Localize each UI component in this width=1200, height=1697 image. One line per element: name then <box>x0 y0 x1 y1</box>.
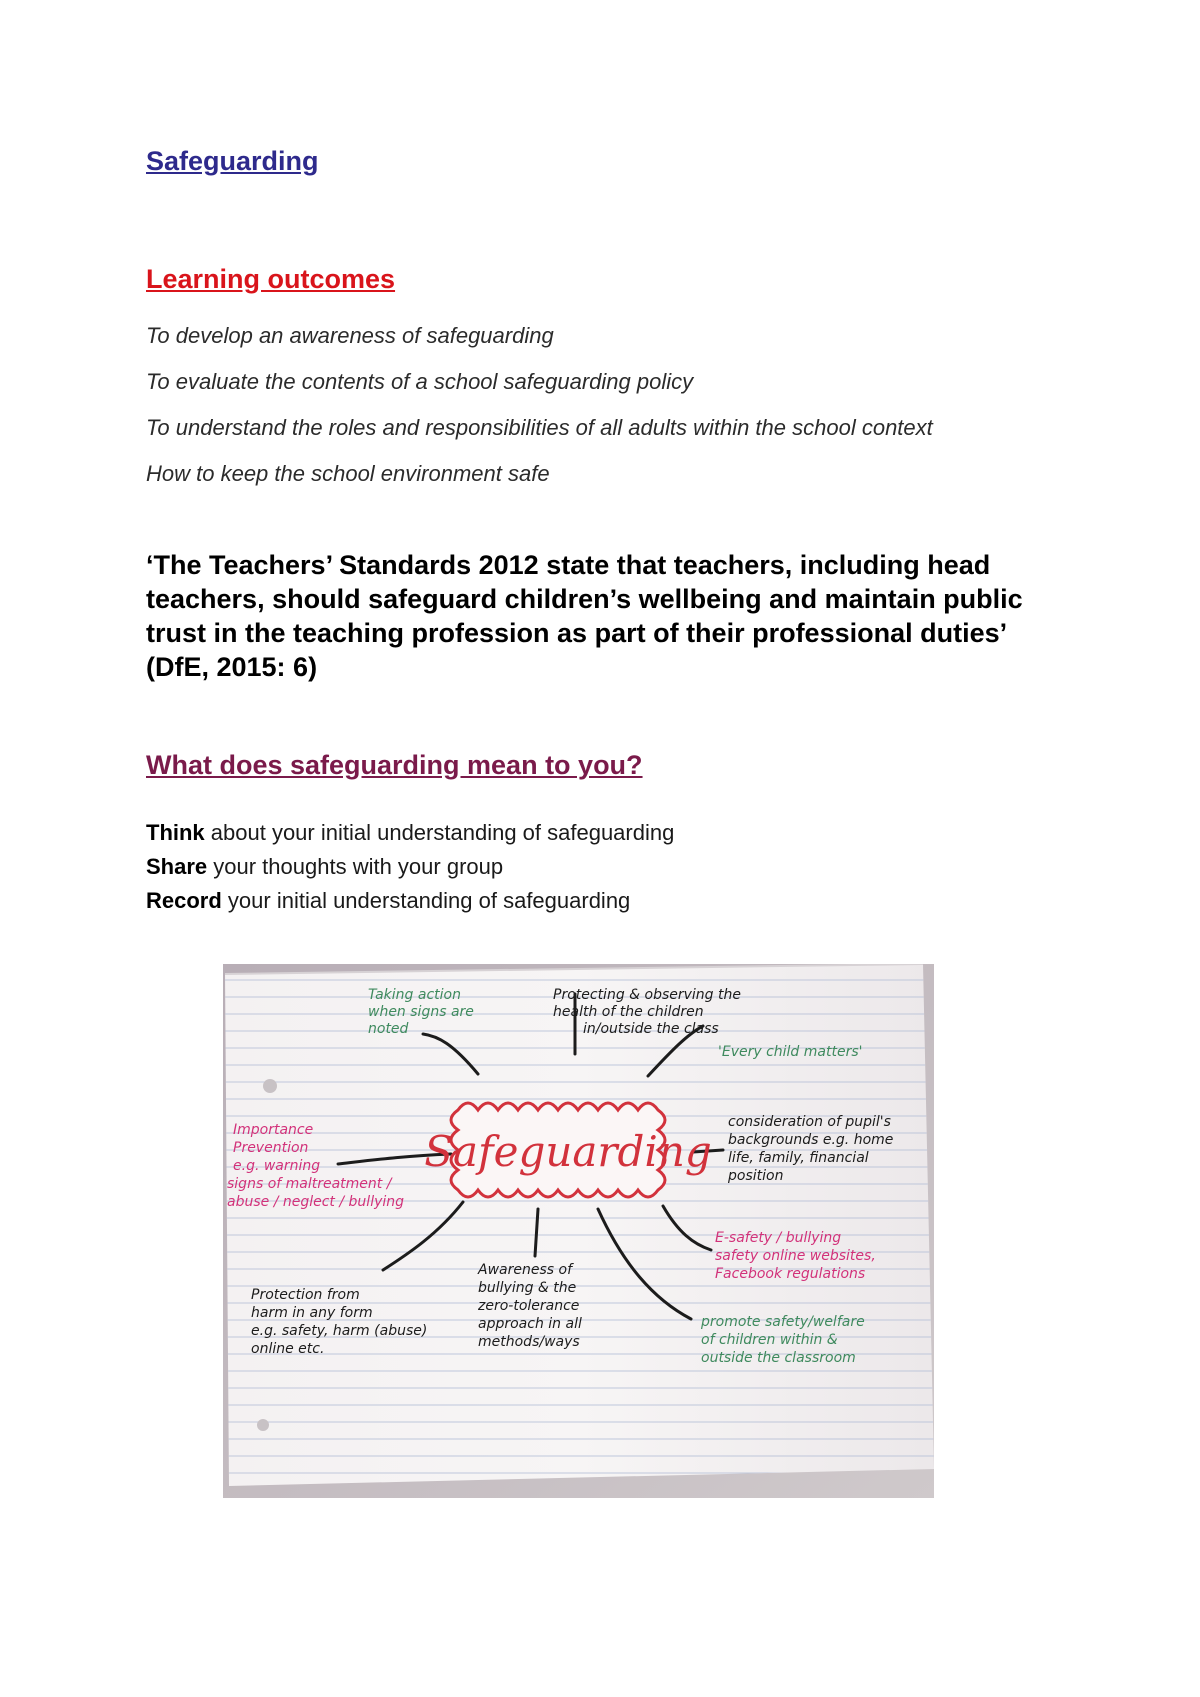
note-consideration-backgrounds: consideration of pupil's backgrounds e.g. home life, family, financial position <box>728 1114 894 1184</box>
activity-text: your thoughts with your group <box>207 854 504 879</box>
note-importance-prevention: Importance Prevention e.g. warning signs of maltreatment / abuse / neglect / bullying <box>227 1122 405 1210</box>
teachers-standards-quote: ‘The Teachers’ Standards 2012 state that teachers, including head teachers, should safeguard children’s wellbeing and maintain public trust in the teaching profession as part of their professional duties’ (DfE, 2015: 6) <box>146 550 1023 682</box>
punch-hole <box>257 1419 269 1431</box>
learning-outcome: To develop an awareness of safeguarding <box>146 323 554 348</box>
learning-outcomes-list <box>146 322 933 506</box>
note-protection-from-harm: Protection from harm in any form e.g. safety, harm (abuse) online etc. <box>251 1287 428 1357</box>
question-heading: What does safeguarding mean to you? <box>146 750 643 780</box>
activity-think <box>146 816 674 850</box>
notebook-sheet <box>225 964 934 1486</box>
central-node-label: Safeguarding <box>424 1127 712 1176</box>
document-title: Safeguarding <box>146 146 319 176</box>
note-e-safety: E-safety / bullying safety online websites, Facebook regulations <box>715 1230 876 1282</box>
note-awareness-bullying: Awareness of bullying & the zero-tolerance approach in all methods/ways <box>478 1262 582 1350</box>
think-share-record-list <box>146 816 674 918</box>
activity-share <box>146 850 674 884</box>
note-every-child-matters: 'Every child matters' <box>718 1044 863 1060</box>
learning-outcome: To evaluate the contents of a school safeguarding policy <box>146 369 694 394</box>
note-protecting-health: Protecting & observing the health of the children in/outside the class <box>553 987 741 1037</box>
mind-map-photo <box>223 964 934 1498</box>
note-taking-action: Taking action when signs are noted <box>368 987 474 1037</box>
learning-outcome: How to keep the school environment safe <box>146 461 550 486</box>
note-promote-safety: promote safety/welfare of children within & outside the classroom <box>701 1314 865 1366</box>
mind-map-drawing <box>223 964 934 1498</box>
activity-verb: Think <box>146 820 205 845</box>
activity-verb: Record <box>146 888 222 913</box>
activity-text: about your initial understanding of safeguarding <box>204 820 675 845</box>
activity-text: your initial understanding of safeguarding <box>221 888 631 913</box>
learning-outcomes-heading: Learning outcomes <box>146 264 396 294</box>
punch-hole <box>263 1079 277 1093</box>
activity-verb: Share <box>146 854 208 879</box>
activity-record <box>146 884 674 918</box>
learning-outcome: To understand the roles and responsibilities of all adults within the school context <box>146 415 933 440</box>
